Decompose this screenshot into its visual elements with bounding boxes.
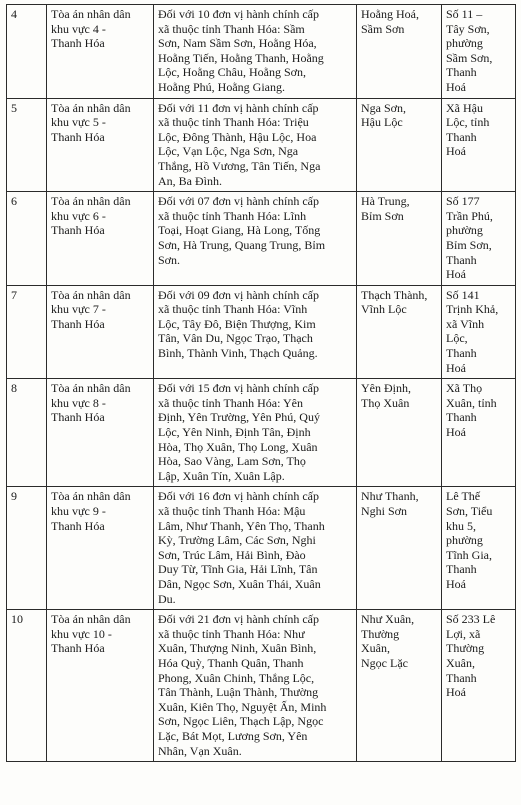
seat-location-cell: Thạch Thành, Vĩnh Lộc <box>357 285 442 379</box>
row-number-cell: 7 <box>7 285 47 379</box>
jurisdiction-scope-cell: Đối với 21 đơn vị hành chính cấp xã thuộc tỉnh Thanh Hóa: Như Xuân, Thượng Ninh, Xuân Bình, Hóa Quỳ, Thanh Quân, Thanh Phong, Xuân Chinh, Thắng Lộc, Tân Thành, Luận Thành, Thường Xuân, Kiên Thọ, Nguyệt Ấn, Minh Sơn, Ngọc Liên, Thạch Lập, Ngọc Lặc, Bát Mọt, Lương Sơn, Yên Nhân, Vạn Xuân. <box>154 610 357 762</box>
seat-location-cell: Nga Sơn, Hậu Lộc <box>357 98 442 192</box>
court-name-cell: Tòa án nhân dân khu vực 4 - Thanh Hóa <box>47 5 154 99</box>
address-cell: Số 233 Lê Lợi, xã Thường Xuân, Thanh Hoá <box>442 610 516 762</box>
jurisdiction-scope-cell: Đối với 16 đơn vị hành chính cấp xã thuộc tỉnh Thanh Hóa: Mậu Lâm, Như Thanh, Yên Thọ, Thanh Kỳ, Trường Lâm, Các Sơn, Nghi Sơn, Trúc Lâm, Hải Bình, Đào Duy Từ, Tĩnh Gia, Hải Lĩnh, Tân Dân, Ngọc Sơn, Xuân Thái, Xuân Du. <box>154 487 357 610</box>
jurisdiction-scope-cell: Đối với 10 đơn vị hành chính cấp xã thuộc tỉnh Thanh Hóa: Sầm Sơn, Nam Sầm Sơn, Hoằng Hóa, Hoằng Tiến, Hoằng Thanh, Hoằng Lộc, Hoằng Châu, Hoằng Sơn, Hoằng Phú, Hoằng Giang. <box>154 5 357 99</box>
row-number-cell: 5 <box>7 98 47 192</box>
jurisdiction-scope-cell: Đối với 07 đơn vị hành chính cấp xã thuộc tỉnh Thanh Hóa: Lĩnh Toại, Hoạt Giang, Hà Long, Tống Sơn, Hà Trung, Quang Trung, Bỉm Sơn. <box>154 192 357 286</box>
table-row <box>7 98 516 192</box>
address-cell: Số 11 – Tây Sơn, phường Sầm Sơn, Thanh Hoá <box>442 5 516 99</box>
table-row <box>7 5 516 99</box>
seat-location-cell: Yên Định, Thọ Xuân <box>357 379 442 487</box>
row-number-cell: 8 <box>7 379 47 487</box>
seat-location-cell: Như Xuân, Thường Xuân, Ngọc Lặc <box>357 610 442 762</box>
address-cell: Xã Hậu Lộc, tỉnh Thanh Hoá <box>442 98 516 192</box>
table-row <box>7 379 516 487</box>
court-name-cell: Tòa án nhân dân khu vực 10 - Thanh Hóa <box>47 610 154 762</box>
row-number-cell: 10 <box>7 610 47 762</box>
row-number-cell: 4 <box>7 5 47 99</box>
seat-location-cell: Hoằng Hoá, Sầm Sơn <box>357 5 442 99</box>
seat-location-cell: Hà Trung, Bỉm Sơn <box>357 192 442 286</box>
jurisdiction-scope-cell: Đối với 15 đơn vị hành chính cấp xã thuộc tỉnh Thanh Hóa: Yên Định, Yên Trường, Yên Phú, Quý Lộc, Yên Ninh, Định Tân, Định Hòa, Thọ Xuân, Thọ Long, Xuân Hòa, Sao Vàng, Lam Sơn, Thọ Lập, Xuân Tín, Xuân Lập. <box>154 379 357 487</box>
court-name-cell: Tòa án nhân dân khu vực 7 - Thanh Hóa <box>47 285 154 379</box>
address-cell: Số 177 Trần Phú, phường Bỉm Sơn, Thanh Hoá <box>442 192 516 286</box>
table-row <box>7 192 516 286</box>
seat-location-cell: Như Thanh, Nghi Sơn <box>357 487 442 610</box>
court-jurisdiction-table <box>6 4 516 762</box>
table-row <box>7 610 516 762</box>
row-number-cell: 6 <box>7 192 47 286</box>
jurisdiction-scope-cell: Đối với 11 đơn vị hành chính cấp xã thuộc tỉnh Thanh Hóa: Triệu Lộc, Đông Thành, Hậu Lộc, Hoa Lộc, Vạn Lộc, Nga Sơn, Nga Thắng, Hồ Vương, Tân Tiến, Nga An, Ba Đình. <box>154 98 357 192</box>
jurisdiction-scope-cell: Đối với 09 đơn vị hành chính cấp xã thuộc tỉnh Thanh Hóa: Vĩnh Lộc, Tây Đô, Biện Thượng, Kim Tân, Vân Du, Ngọc Trạo, Thạch Bình, Thành Vinh, Thạch Quảng. <box>154 285 357 379</box>
address-cell: Lê Thế Sơn, Tiểu khu 5, phường Tĩnh Gia, Thanh Hoá <box>442 487 516 610</box>
row-number-cell: 9 <box>7 487 47 610</box>
table-row <box>7 487 516 610</box>
table-row <box>7 285 516 379</box>
court-name-cell: Tòa án nhân dân khu vực 6 - Thanh Hóa <box>47 192 154 286</box>
court-name-cell: Tòa án nhân dân khu vực 8 - Thanh Hóa <box>47 379 154 487</box>
court-name-cell: Tòa án nhân dân khu vực 9 - Thanh Hóa <box>47 487 154 610</box>
address-cell: Số 141 Trịnh Khả, xã Vĩnh Lộc, Thanh Hoá <box>442 285 516 379</box>
address-cell: Xã Thọ Xuân, tỉnh Thanh Hoá <box>442 379 516 487</box>
court-name-cell: Tòa án nhân dân khu vực 5 - Thanh Hóa <box>47 98 154 192</box>
